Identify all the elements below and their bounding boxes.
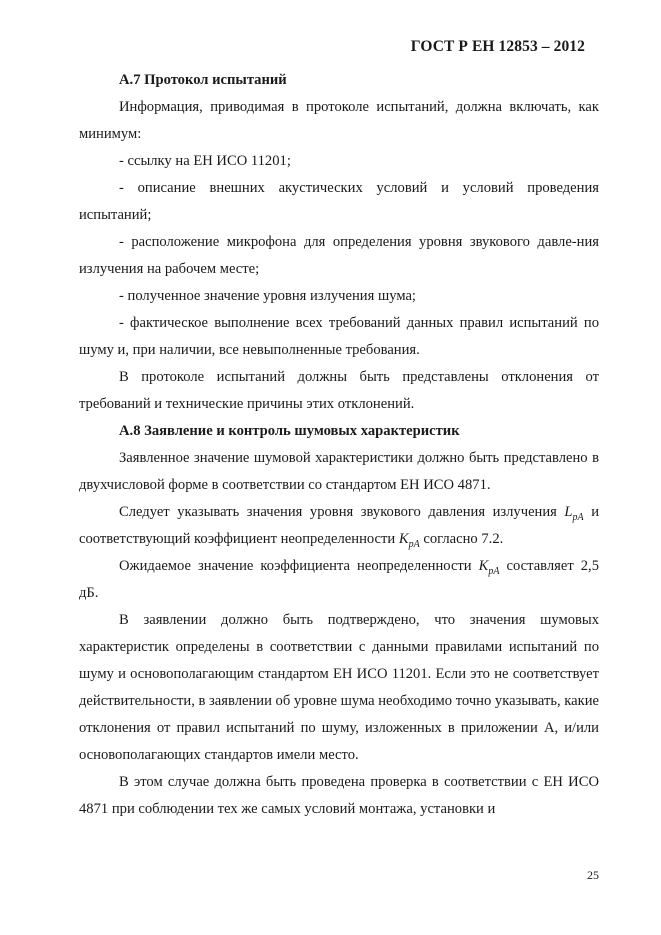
section-a8-paragraph-1: Заявленное значение шумовой характеристики должно быть представлено в двухчисловой форме в соответствии со стандартом ЕН ИСО 4871. — [79, 450, 599, 493]
list-item: - фактическое выполнение всех требований данных правил испытаний по шуму и, при наличии, все невыполненные требования. — [79, 315, 599, 358]
section-a8-title: А.8 Заявление и контроль шумовых характеристик — [119, 423, 460, 439]
page-body — [79, 67, 599, 823]
symbol-lpa: $L_{pA}$ — [564, 504, 584, 523]
list-item: - расположение микрофона для определения уровня звукового давле-ния излучения на рабочем месте; — [79, 234, 599, 277]
symbol-kpa: $K_{pA}$ — [478, 558, 500, 577]
text-run: Следует указывать значения уровня звукового давления излучения — [119, 504, 557, 520]
section-a7-title: А.7 Протокол испытаний — [119, 72, 287, 88]
list-item: - ссылку на ЕН ИСО 11201; — [119, 153, 291, 169]
text-run: Ожидаемое значение коэффициента неопределенности — [119, 558, 472, 574]
section-a8-paragraph-5: В этом случае должна быть проведена проверка в соответствии с ЕН ИСО 4871 при соблюдении тех же самых условий монтажа, установки и — [79, 774, 599, 817]
symbol-kpa: $K_{pA}$ — [398, 531, 420, 550]
list-item: - полученное значение уровня излучения шума; — [119, 288, 416, 304]
text-run: составляет 2,5 дБ. — [79, 558, 599, 601]
page-number: 25 — [587, 868, 599, 882]
section-a7-closing: В протоколе испытаний должны быть представлены отклонения от требований и технические причины этих отклонений. — [79, 369, 599, 412]
section-a8-paragraph-2 — [79, 499, 599, 553]
document-code: ГОСТ Р ЕН 12853 – 2012 — [410, 38, 585, 55]
section-a7-intro: Информация, приводимая в протоколе испытаний, должна включать, как минимум: — [79, 99, 599, 142]
section-a8-paragraph-3 — [79, 553, 599, 607]
text-run: согласно 7.2. — [423, 531, 504, 547]
list-item: - описание внешних акустических условий и условий проведения испытаний; — [79, 180, 599, 223]
section-a8-paragraph-4: В заявлении должно быть подтверждено, что значения шумовых характеристик определены в соответствии с данными правилами испытаний по шуму и основополагающим стандартом ЕН ИСО 11201. Если это не соответствует действительности, в заявлении об уровне шума необходимо точно указывать, какие отклонения от правил испытаний по шуму, изложенных в приложении А, и/или основополагающих стандартов имели место. — [79, 612, 599, 763]
text-run: и соответствующий коэффициент неопределенности — [79, 504, 599, 547]
